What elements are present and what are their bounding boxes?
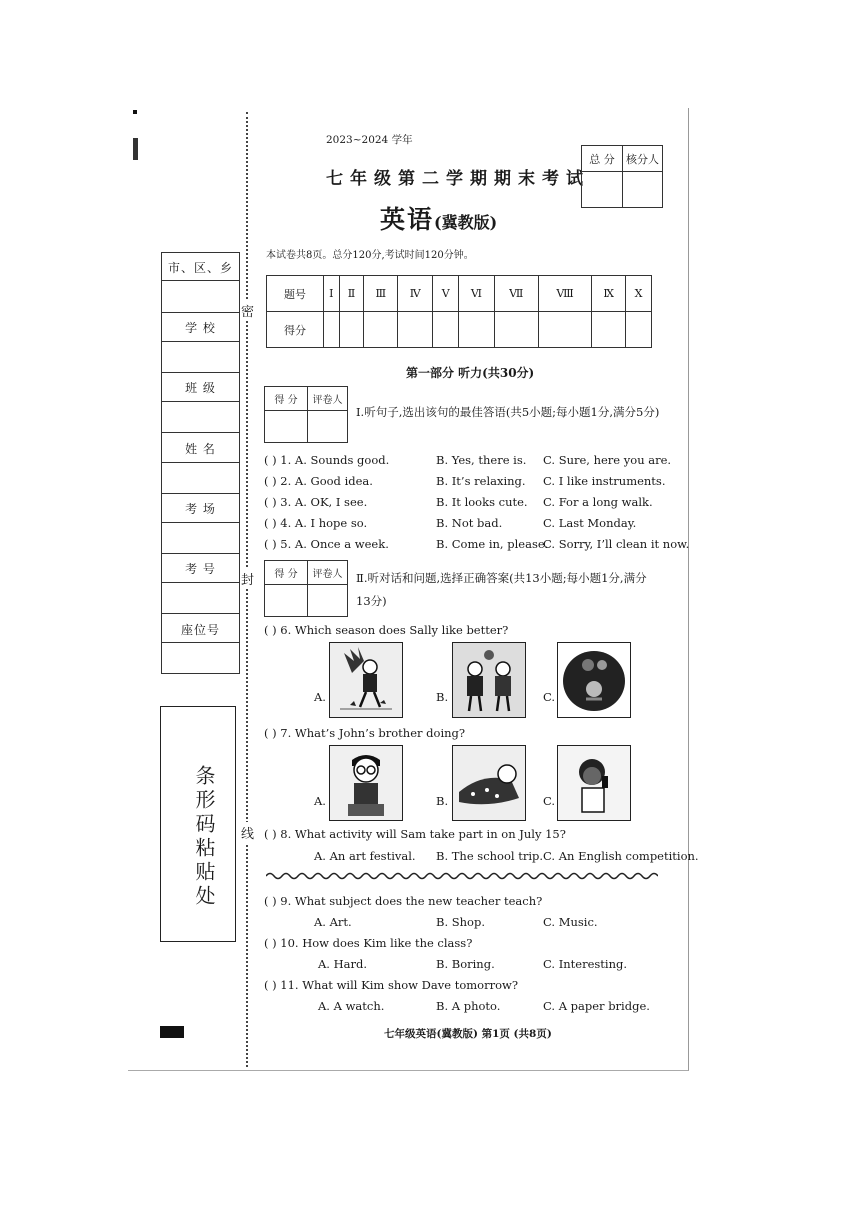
q2-option-a: ( ) 2. A. Good idea. bbox=[264, 474, 373, 488]
q7-letter-a: A. bbox=[314, 794, 326, 808]
subject-line bbox=[380, 200, 497, 236]
boy-with-glasses-icon bbox=[330, 746, 402, 820]
seal-char-mi: 密 bbox=[241, 300, 254, 321]
grader-name-cell[interactable] bbox=[308, 411, 348, 443]
subject-name: 英语 bbox=[380, 205, 435, 234]
q8-option-a: A. An art festival. bbox=[314, 849, 416, 863]
q11-option-c: C. A paper bridge. bbox=[543, 999, 650, 1013]
exam-intro: 本试卷共8页。总分120分,考试时间120分钟。 bbox=[266, 250, 474, 261]
section2-title-line1: Ⅱ.听对话和问题,选择正确答案(共13小题;每小题1分,满分 bbox=[356, 571, 647, 585]
score-cell[interactable] bbox=[398, 312, 433, 348]
checker-value-cell[interactable] bbox=[623, 172, 663, 208]
score-cell[interactable] bbox=[626, 312, 652, 348]
score-cell[interactable] bbox=[538, 312, 591, 348]
total-value-cell[interactable] bbox=[582, 172, 623, 208]
student-info-box bbox=[161, 252, 240, 674]
corner-mark bbox=[133, 110, 137, 114]
score-cell[interactable] bbox=[364, 312, 398, 348]
kids-playing-icon bbox=[453, 643, 525, 717]
q1-option-c: C. Sure, here you are. bbox=[543, 453, 672, 467]
seal-char-feng: 封 bbox=[241, 568, 254, 589]
part-one-title: 第一部分 听力(共30分) bbox=[406, 366, 535, 380]
q11-option-a: A. A watch. bbox=[318, 999, 385, 1013]
q1-option-a: ( ) 1. A. Sounds good. bbox=[264, 453, 390, 467]
autumn-leaves-icon bbox=[330, 643, 402, 717]
q2-option-b: B. It’s relaxing. bbox=[436, 474, 526, 488]
boy-on-phone-icon bbox=[558, 746, 630, 820]
q10-option-a: A. Hard. bbox=[318, 957, 368, 971]
row-label-question-no: 题号 bbox=[267, 276, 324, 312]
q6-question: ( ) 6. Which season does Sally like better? bbox=[264, 623, 509, 637]
q7-question: ( ) 7. What’s John’s brother doing? bbox=[264, 726, 466, 740]
subject-edition: (冀教版) bbox=[434, 213, 498, 232]
grader-score-cell[interactable] bbox=[265, 411, 308, 443]
q7-picture-a-studying[interactable] bbox=[329, 745, 403, 821]
wavy-divider bbox=[266, 871, 658, 881]
q2-option-c: C. I like instruments. bbox=[543, 474, 666, 488]
col-VI: Ⅵ bbox=[459, 276, 494, 312]
scan-mark bbox=[133, 138, 138, 160]
q6-picture-c-holiday[interactable] bbox=[557, 642, 631, 718]
checker-label: 核分人 bbox=[623, 146, 663, 172]
q3-option-b: B. It looks cute. bbox=[436, 495, 528, 509]
sleeping-child-icon bbox=[453, 746, 525, 820]
seal-char-xian: 线 bbox=[241, 822, 254, 843]
grader-name-cell[interactable] bbox=[308, 585, 348, 617]
grader-box-1 bbox=[264, 386, 348, 443]
score-cell[interactable] bbox=[459, 312, 494, 348]
col-VII: Ⅶ bbox=[494, 276, 538, 312]
total-label: 总 分 bbox=[582, 146, 623, 172]
field-name: 姓 名 bbox=[185, 442, 216, 456]
q6-letter-a: A. bbox=[314, 690, 326, 704]
col-X: X bbox=[626, 276, 652, 312]
grader-name-label: 评卷人 bbox=[308, 561, 348, 585]
section2-title-line2: 13分) bbox=[356, 594, 387, 608]
q11-option-b: B. A photo. bbox=[436, 999, 501, 1013]
grader-name-label: 评卷人 bbox=[308, 387, 348, 411]
q7-letter-b: B. bbox=[436, 794, 449, 808]
q3-option-a: ( ) 3. A. OK, I see. bbox=[264, 495, 368, 509]
score-cell[interactable] bbox=[324, 312, 340, 348]
q4-option-b: B. Not bad. bbox=[436, 516, 503, 530]
q9-option-c: C. Music. bbox=[543, 915, 598, 929]
col-II: Ⅱ bbox=[339, 276, 364, 312]
q7-picture-c-talking[interactable] bbox=[557, 745, 631, 821]
footer-black-mark bbox=[160, 1026, 184, 1038]
q8-option-b: B. The school trip. bbox=[436, 849, 544, 863]
col-VIII: Ⅷ bbox=[538, 276, 591, 312]
q6-picture-a-autumn[interactable] bbox=[329, 642, 403, 718]
grader-box-2 bbox=[264, 560, 348, 617]
field-seat-number: 座位号 bbox=[180, 623, 220, 637]
q11-question: ( ) 11. What will Kim show Dave tomorrow? bbox=[264, 978, 519, 992]
col-III: Ⅲ bbox=[364, 276, 398, 312]
page-footer: 七年级英语(冀教版) 第1页 (共8页) bbox=[384, 1028, 552, 1040]
q8-option-c: C. An English competition. bbox=[543, 849, 699, 863]
score-cell[interactable] bbox=[339, 312, 364, 348]
col-IV: Ⅳ bbox=[398, 276, 433, 312]
col-I: I bbox=[324, 276, 340, 312]
q5-option-b: B. Come in, please. bbox=[436, 537, 549, 551]
q1-option-b: B. Yes, there is. bbox=[436, 453, 527, 467]
q6-picture-b-winter[interactable] bbox=[452, 642, 526, 718]
q5-option-c: C. Sorry, I’ll clean it now. bbox=[543, 537, 690, 551]
section1-title: Ⅰ.听句子,选出该句的最佳答语(共5小题;每小题1分,满分5分) bbox=[356, 405, 660, 419]
q6-letter-b: B. bbox=[436, 690, 449, 704]
field-exam-room: 考 场 bbox=[185, 502, 216, 516]
q4-option-c: C. Last Monday. bbox=[543, 516, 637, 530]
q7-letter-c: C. bbox=[543, 794, 556, 808]
dark-scene-icon bbox=[558, 643, 630, 717]
q10-question: ( ) 10. How does Kim like the class? bbox=[264, 936, 473, 950]
q10-option-c: C. Interesting. bbox=[543, 957, 628, 971]
q7-picture-b-sleeping[interactable] bbox=[452, 745, 526, 821]
exam-title: 七年级第二学期期末考试 bbox=[326, 169, 590, 189]
q9-option-a: A. Art. bbox=[314, 915, 352, 929]
col-IX: Ⅸ bbox=[592, 276, 626, 312]
score-cell[interactable] bbox=[433, 312, 459, 348]
q9-question: ( ) 9. What subject does the new teacher teach? bbox=[264, 894, 543, 908]
grader-score-label: 得 分 bbox=[265, 561, 308, 585]
total-score-box bbox=[581, 145, 663, 208]
barcode-label: 条形码粘贴处 bbox=[192, 765, 216, 909]
row-label-score: 得分 bbox=[267, 312, 324, 348]
school-year: 2023~2024 学年 bbox=[326, 134, 413, 146]
q9-option-b: B. Shop. bbox=[436, 915, 485, 929]
q5-option-a: ( ) 5. A. Once a week. bbox=[264, 537, 389, 551]
q6-letter-c: C. bbox=[543, 690, 556, 704]
score-cell[interactable] bbox=[592, 312, 626, 348]
score-table bbox=[266, 275, 652, 348]
barcode-box bbox=[160, 706, 236, 942]
field-exam-number: 考 号 bbox=[185, 562, 216, 576]
q3-option-c: C. For a long walk. bbox=[543, 495, 653, 509]
seal-dotted-line bbox=[246, 112, 248, 1067]
field-school: 学 校 bbox=[185, 321, 216, 335]
grader-score-cell[interactable] bbox=[265, 585, 308, 617]
score-cell[interactable] bbox=[494, 312, 538, 348]
col-V: Ⅴ bbox=[433, 276, 459, 312]
q8-question: ( ) 8. What activity will Sam take part in on July 15? bbox=[264, 827, 566, 841]
grader-score-label: 得 分 bbox=[265, 387, 308, 411]
q4-option-a: ( ) 4. A. I hope so. bbox=[264, 516, 368, 530]
field-district: 市、区、乡 bbox=[167, 261, 233, 275]
q10-option-b: B. Boring. bbox=[436, 957, 495, 971]
field-class: 班 级 bbox=[185, 381, 216, 395]
